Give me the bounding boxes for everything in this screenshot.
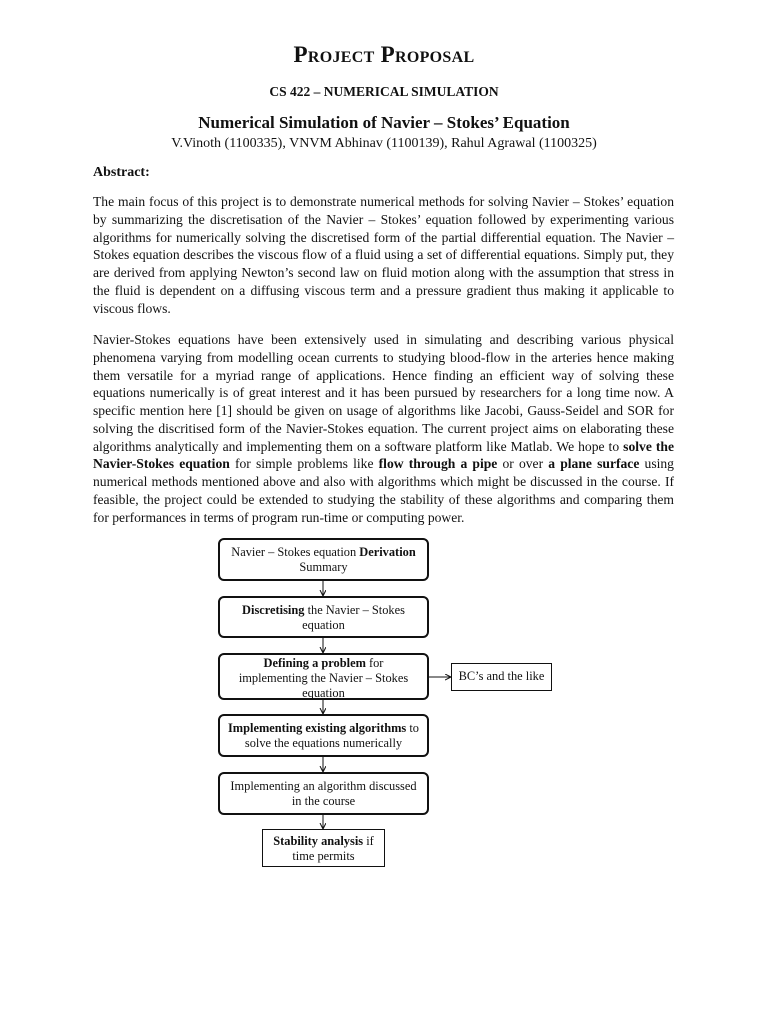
abstract-paragraph-1: The main focus of this project is to demonstrate numerical methods for solving Navier – Stokes’ equation by summarizing the discretisation of the Navier – Stokes’ equation followed by experimenting various algorithms for numerically solving the discretised form of the partial differential equation. The Navier – Stokes equation describes the viscous flow of a fluid using a set of differential equations. Simply put, they are derived from applying Newton’s second law on fluid motion along with the assumption that stress in the fluid is dependent on a diffusing viscous term and a pressure gradient thus making it applicable to viscous flows. xyxy=(93,194,674,316)
abstract-heading: Abstract: xyxy=(93,165,150,180)
flow-step-stability: Stability analysis if time permits xyxy=(262,829,385,867)
course-name: CS 422 – NUMERICAL SIMULATION xyxy=(269,84,499,99)
flow-step-define-problem: Defining a problem for implementing the Navier – Stokes equation xyxy=(218,653,429,700)
flow-step-course-algorithm: Implementing an algorithm discussed in the course xyxy=(218,772,429,815)
authors-line: V.Vinoth (1100335), VNVM Abhinav (1100139), Rahul Agrawal (1100325) xyxy=(171,136,597,151)
document-title: Project Proposal xyxy=(293,42,475,67)
flow-side-bcs: BC’s and the like xyxy=(451,663,552,691)
flow-step-derivation: Navier – Stokes equation Derivation Summary xyxy=(218,538,429,581)
bold-phrase-plane: a plane surface xyxy=(548,456,640,472)
bold-phrase-solve: solve the Navier-Stokes equation xyxy=(93,438,674,472)
abstract-paragraph-2: Navier-Stokes equations have been extensively used in simulating and describing various physical phenomena varying from modelling ocean currents to studying blood-flow in the arteries hence making them versatile for a myriad range of applications. Hence finding an efficient way of solving these equations numerically is of great interest and it has been pursued by researchers for a long time now. A specific mention here [1] should be given on usage of algorithms like Jacobi, Gauss-Seidel and SOR for solving the discritised form of the Navier-Stokes equation. The current project aims on elaborating these algorithms analytically and implementing them on a software platform like Matlab. We hope to solve the Navier-Stokes equation for simple problems like flow through a pipe or over a plane surface using numerical methods mentioned above and also with algorithms which might be discussed in the course. If feasible, the project could be extended to studying the stability of these algorithms and comparing them for performances in terms of program run-time or computing power. xyxy=(93,332,674,525)
flow-step-existing-algorithms: Implementing existing algorithms to solve the equations numerically xyxy=(218,714,429,757)
paper-title: Numerical Simulation of Navier – Stokes’ Equation xyxy=(198,113,570,132)
bold-phrase-pipe: flow through a pipe xyxy=(378,456,498,472)
flow-step-discretising: Discretising the Navier – Stokes equation xyxy=(218,596,429,638)
